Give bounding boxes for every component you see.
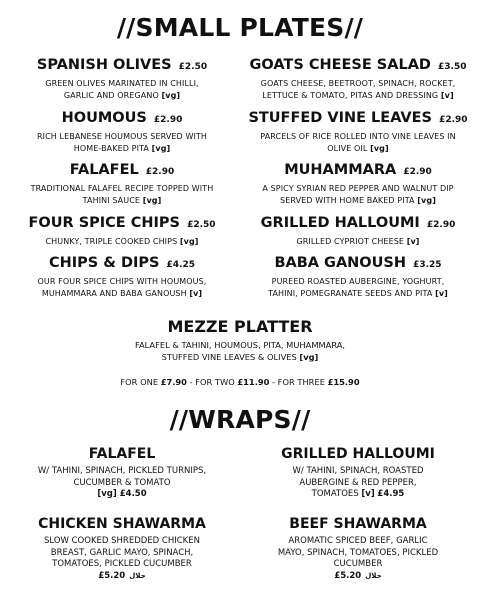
item-price: £2.50 <box>187 220 216 230</box>
item-desc: TAHINI, POMEGRANATE SEEDS AND PITA <box>268 288 433 298</box>
diet-tag: [v] <box>189 288 203 298</box>
item-price: £3.50 <box>438 62 467 72</box>
item-desc: TOMATOES <box>311 489 359 499</box>
item-desc: W/ TAHINI, SPINACH, ROASTED <box>292 466 424 476</box>
item-desc: AROMATIC SPICED BEEF, GARLIC <box>288 536 428 546</box>
item-desc: AUBERGINE & RED PEPPER, <box>299 477 417 488</box>
item-name: BEEF SHAWARMA <box>289 516 427 532</box>
menu-item-chips-and-dips <box>6 255 238 299</box>
price-label: - FOR TWO <box>186 377 235 387</box>
diet-tag: [v] <box>406 237 420 246</box>
menu-item-goats-cheese-salad <box>242 57 474 101</box>
item-name: CHIPS & DIPS <box>48 255 160 271</box>
mezze-name: MEZZE PLATTER <box>167 317 313 336</box>
menu-item-falafel <box>6 162 238 206</box>
price-value: £15.90 <box>327 377 360 387</box>
item-desc: TOMATOES, PICKLED CUCUMBER <box>52 559 192 569</box>
menu-item-muhammara <box>242 162 474 206</box>
item-price: £3.25 <box>413 260 442 270</box>
item-price: £4.95 <box>377 489 405 499</box>
item-name: BABA GANOUSH <box>274 255 406 271</box>
item-price: £2.50 <box>178 62 208 72</box>
item-price: £2.90 <box>403 167 432 177</box>
diet-tag: [vg] <box>97 489 117 499</box>
item-desc: TRADITIONAL FALAFEL RECIPE TOPPED WITH <box>30 184 214 193</box>
item-price: £2.90 <box>145 167 175 177</box>
item-desc: GREEN OLIVES MARINATED IN CHILLI, <box>45 79 199 88</box>
item-desc: MAYO, SPINACH, TOMATOES, PICKLED <box>277 547 439 558</box>
item-name: MUHAMMARA <box>284 162 397 178</box>
item-name: GRILLED HALLOUMI <box>281 446 435 462</box>
menu-item-grilled-halloumi <box>242 215 474 248</box>
item-desc: PUREED ROASTED AUBERGINE, YOGHURT, <box>271 277 445 286</box>
mezze-desc: FALAFEL & TAHINI, HOUMOUS, PITA, MUHAMMARA, <box>134 340 346 350</box>
wraps-title: //WRAPS// <box>169 405 311 434</box>
item-desc: TAHINI SAUCE <box>82 195 141 205</box>
diet-tag: [vg] <box>179 237 199 246</box>
item-price: £5.20 <box>98 570 126 581</box>
diet-tag: [v] <box>435 288 448 298</box>
item-desc: RICH LEBANESE HOUMOUS SERVED WITH <box>36 132 208 141</box>
item-desc: CUCUMBER & TOMATO <box>73 477 171 488</box>
diet-tag: [v] <box>361 489 375 499</box>
mezze-prices <box>0 377 480 387</box>
item-name: CHICKEN SHAWARMA <box>38 516 206 532</box>
diet-tag: [vg] <box>151 143 171 153</box>
wrap-item-beef-shawarma <box>242 516 474 582</box>
small-plates-title: //SMALL PLATES// <box>116 13 364 42</box>
halal-label: حلال <box>129 571 146 580</box>
diet-tag: [vg] <box>370 143 389 153</box>
item-desc: A SPICY SYRIAN RED PEPPER AND WALNUT DIP <box>262 184 454 193</box>
diet-tag: [v] <box>440 90 454 100</box>
item-name: HOUMOUS <box>61 110 147 126</box>
diet-tag: [vg] <box>161 90 181 100</box>
diet-tag: [vg] <box>142 195 162 205</box>
item-price: £4.25 <box>166 260 196 270</box>
item-desc: SLOW COOKED SHREDDED CHICKEN <box>44 536 200 546</box>
item-desc: GOATS CHEESE, BEETROOT, SPINACH, ROCKET, <box>260 79 456 88</box>
item-name: SPANISH OLIVES <box>36 57 172 73</box>
item-name: GOATS CHEESE SALAD <box>249 57 431 73</box>
mezze-desc: STUFFED VINE LEAVES & OLIVES <box>161 352 297 362</box>
item-price: £4.50 <box>119 489 147 499</box>
item-name: GRILLED HALLOUMI <box>260 215 420 231</box>
diet-tag: [vg] <box>417 195 436 205</box>
item-desc: GRILLED CYPRIOT CHEESE <box>296 237 405 246</box>
menu-item-four-spice-chips <box>6 215 238 248</box>
item-desc: CHUNKY, TRIPLE COOKED CHIPS <box>45 237 178 246</box>
menu-item-baba-ganoush <box>242 255 474 299</box>
item-desc: OUR FOUR SPICE CHIPS WITH HOUMOUS, <box>37 277 207 286</box>
menu-item-houmous <box>6 110 238 154</box>
item-name: STUFFED VINE LEAVES <box>248 110 433 126</box>
item-desc: PARCELS OF RICE ROLLED INTO VINE LEAVES IN <box>260 132 456 141</box>
item-name: FALAFEL <box>88 446 156 462</box>
item-desc: MUHAMMARA AND BABA GANOUSH <box>41 288 190 298</box>
wrap-item-falafel <box>6 446 238 501</box>
halal-label: حلال <box>365 571 382 580</box>
item-desc: OLIVE OIL <box>327 143 368 153</box>
menu-item-spanish-olives <box>6 57 238 101</box>
item-desc: W/ TAHINI, SPINACH, PICKLED TURNIPS, <box>37 466 207 476</box>
item-desc: SERVED WITH HOME BAKED PITA <box>280 195 415 205</box>
wrap-item-chicken-shawarma <box>6 516 238 582</box>
item-price: £2.90 <box>426 220 456 230</box>
diet-tag: [vg] <box>299 352 319 362</box>
menu-item-stuffed-vine-leaves <box>242 110 474 154</box>
price-label: - FOR THREE <box>269 377 325 387</box>
item-desc: BREAST, GARLIC MAYO, SPINACH, <box>50 547 194 558</box>
item-name: FALAFEL <box>69 162 139 178</box>
item-name: FOUR SPICE CHIPS <box>28 215 180 231</box>
item-price: £5.20 <box>334 570 362 581</box>
item-price: £2.90 <box>153 115 183 125</box>
item-price: £2.90 <box>439 115 468 125</box>
item-desc: GARLIC AND OREGANO <box>63 90 159 100</box>
price-value: £11.90 <box>237 377 270 387</box>
item-desc: HOME-BAKED PITA <box>73 143 149 153</box>
mezze-platter <box>0 317 480 387</box>
wrap-item-grilled-halloumi <box>242 446 474 501</box>
item-desc: CUCUMBER <box>333 559 383 569</box>
price-value: £7.90 <box>160 377 187 387</box>
item-desc: LETTUCE & TOMATO, PITAS AND DRESSING <box>262 90 439 100</box>
price-label: FOR ONE <box>120 377 159 387</box>
